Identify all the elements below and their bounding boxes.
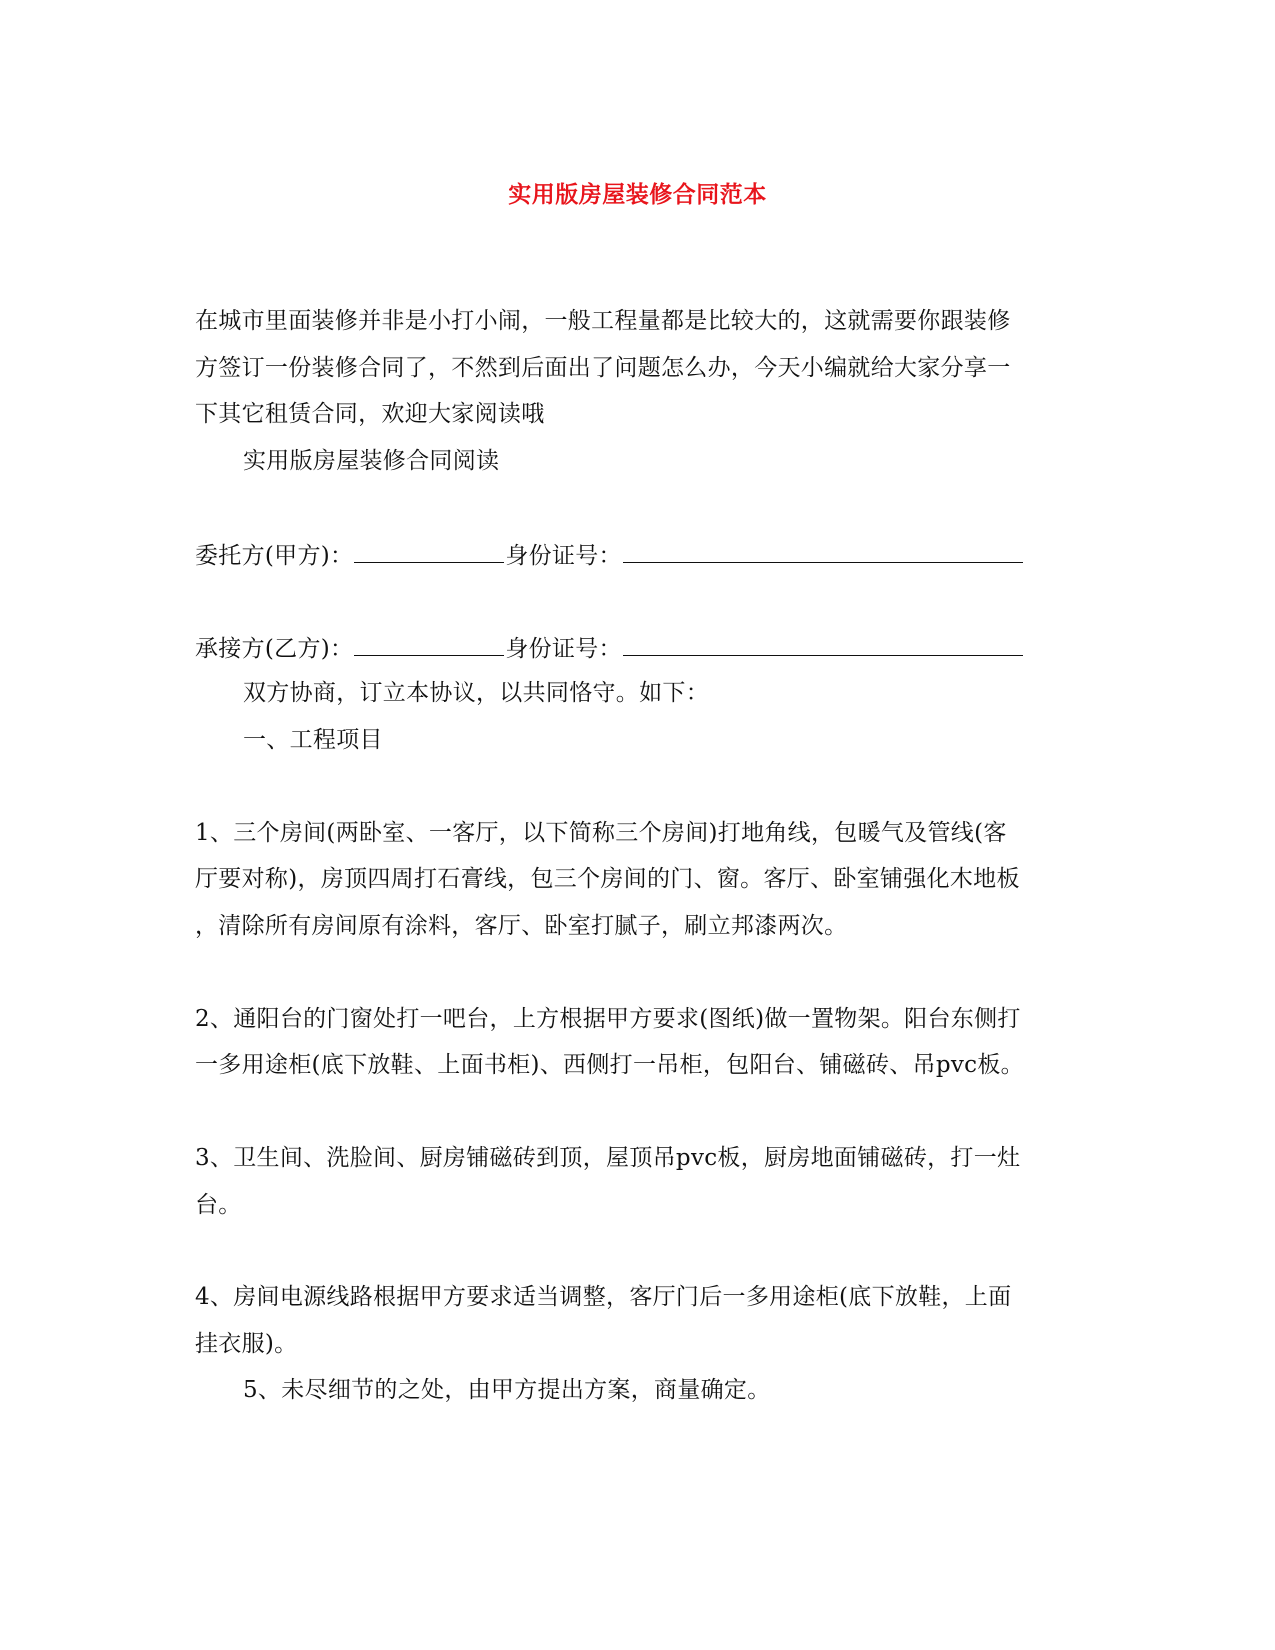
party-a-id-blank[interactable] [623, 540, 1023, 563]
party-a-id-label: 身份证号： [505, 543, 622, 569]
item-4-line-1: 4、房间电源线路根据甲方要求适当调整，客厅门后一多用途柜(底下放鞋，上面 [195, 1284, 1012, 1310]
item-2-line-2: 一多用途柜(底下放鞋、上面书柜)、西侧打一吊柜，包阳台、铺磁砖、吊pvc板。 [195, 1052, 1024, 1078]
intro-line-3: 下其它租赁合同，欢迎大家阅读哦 [195, 401, 545, 427]
party-a-row [195, 540, 1024, 571]
item-3-line-1: 3、卫生间、洗脸间、厨房铺磁砖到顶，屋顶吊pvc板，厨房地面铺磁砖，打一灶 [195, 1145, 1021, 1171]
intro-line-2: 方签订一份装修合同了，不然到后面出了问题怎么办，今天小编就给大家分享一 [195, 355, 1011, 381]
party-b-label: 承接方(乙方)： [195, 636, 354, 662]
party-b-id-label: 身份证号： [505, 636, 622, 662]
party-b-name-blank[interactable] [354, 633, 504, 656]
item-3-line-2: 台。 [195, 1192, 242, 1218]
item-5-line: 5、未尽细节的之处，由甲方提出方案，商量确定。 [243, 1377, 771, 1403]
document-title: 实用版房屋装修合同范本 [508, 181, 767, 208]
item-4-line-2: 挂衣服)。 [195, 1331, 298, 1357]
party-b-id-blank[interactable] [623, 633, 1023, 656]
party-a-name-blank[interactable] [354, 540, 504, 563]
item-2-line-1: 2、通阳台的门窗处打一吧台，上方根据甲方要求(图纸)做一置物架。阳台东侧打 [195, 1006, 1021, 1032]
agreement-line: 双方协商，订立本协议，以共同恪守。如下： [243, 680, 709, 706]
item-1-line-3: ，清除所有房间原有涂料，客厅、卧室打腻子，刷立邦漆两次。 [195, 913, 848, 939]
party-b-row [195, 633, 1024, 664]
intro-line-1: 在城市里面装修并非是小打小闹，一般工程量都是比较大的，这就需要你跟装修 [195, 308, 1011, 334]
item-1-line-2: 厅要对称)，房顶四周打石膏线，包三个房间的门、窗。客厅、卧室铺强化木地板 [195, 866, 1020, 892]
item-1-line-1: 1、三个房间(两卧室、一客厅，以下简称三个房间)打地角线，包暖气及管线(客 [195, 820, 1007, 846]
section-1-heading: 一、工程项目 [243, 727, 383, 753]
subheading: 实用版房屋装修合同阅读 [243, 448, 500, 474]
party-a-label: 委托方(甲方)： [195, 543, 354, 569]
